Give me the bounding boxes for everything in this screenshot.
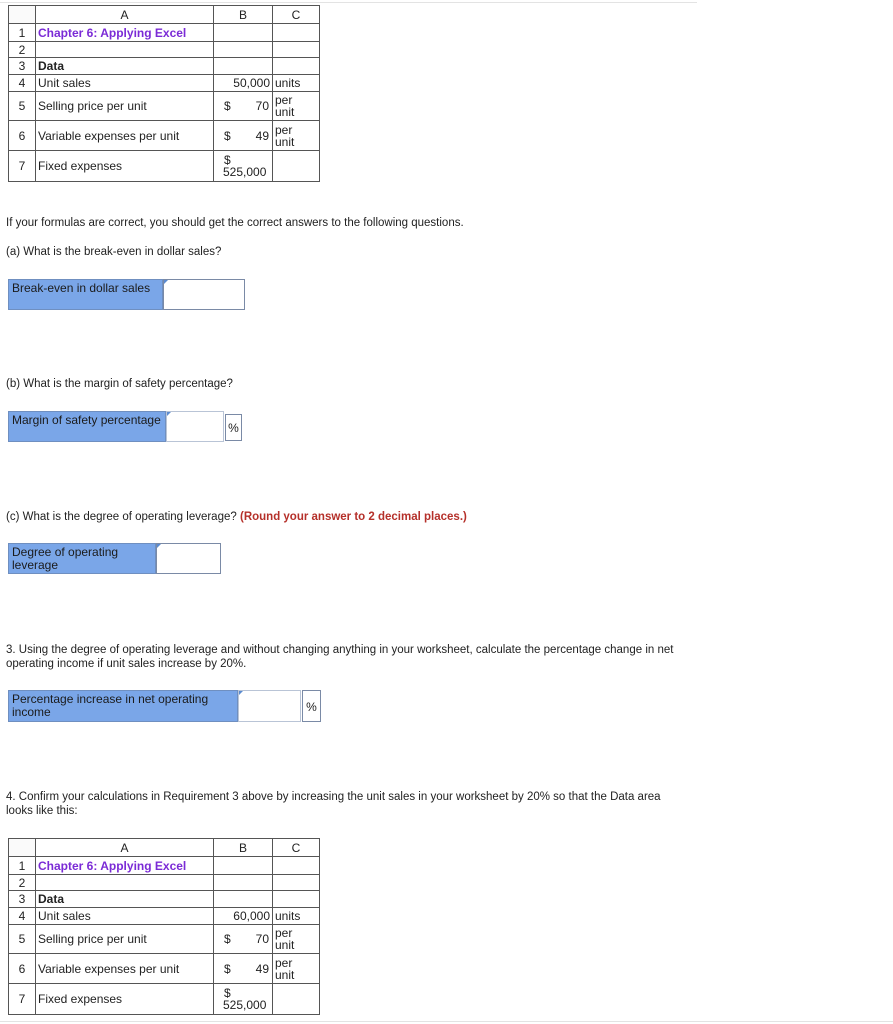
unit-line-1: per: [275, 955, 293, 970]
cell-b3: [214, 891, 273, 908]
question-b: (b) What is the margin of safety percentage?: [6, 378, 233, 390]
question-4: 4. Confirm your calculations in Requirement 3 above by increasing the unit sales in your worksheet by 20% so that the Data area looks like this:: [6, 791, 661, 817]
bottom-divider: [0, 1021, 893, 1022]
row-header-5: 5: [9, 925, 36, 954]
operating-leverage-input[interactable]: [156, 543, 221, 574]
currency-symbol: $: [224, 128, 231, 143]
percent-suffix: %: [302, 690, 321, 722]
question-a: (a) What is the break-even in dollar sales?: [6, 246, 222, 258]
unit-sales-value: 60,000: [214, 908, 273, 925]
column-header-a: A: [36, 6, 214, 24]
unit-line-1: per: [275, 926, 293, 940]
row-header-6: 6: [9, 121, 36, 151]
cell-c7: [273, 984, 320, 1015]
currency-symbol: $: [224, 986, 231, 1000]
fixed-expenses-value: 525,000: [223, 998, 267, 1012]
input-marker-icon: [157, 544, 161, 548]
unit-sales-unit: units: [273, 908, 320, 925]
operating-leverage-label: Degree of operating leverage: [8, 543, 156, 574]
currency-symbol: $: [224, 932, 231, 946]
row-header-1: 1: [9, 24, 36, 42]
column-header-c: C: [273, 6, 320, 24]
input-marker-icon: [164, 280, 168, 284]
selling-price-value: 70: [255, 99, 269, 113]
cell-c7: [273, 151, 320, 182]
sheet-corner: [9, 839, 36, 857]
variable-expenses-label: Variable expenses per unit: [36, 954, 214, 984]
cell-a2: [36, 42, 214, 58]
column-header-c: C: [273, 839, 320, 857]
net-operating-income-label: Percentage increase in net operating income: [8, 690, 238, 722]
fixed-expenses-label: Fixed expenses: [36, 984, 214, 1015]
selling-price-value: 70: [255, 932, 269, 946]
selling-price-label: Selling price per unit: [36, 92, 214, 121]
variable-expenses-value: 49: [255, 128, 269, 143]
unit-line-2: unit: [275, 134, 295, 149]
row-header-3: 3: [9, 58, 36, 75]
currency-symbol: $: [224, 99, 231, 113]
cell-c1: [273, 24, 320, 42]
unit-line-2: unit: [275, 938, 295, 952]
cell-c3: [273, 891, 320, 908]
margin-of-safety-input[interactable]: [166, 411, 224, 442]
cell-b3: [214, 58, 273, 75]
variable-expenses-cell: [214, 954, 273, 984]
unit-sales-unit: units: [273, 75, 320, 92]
row-header-1: 1: [9, 857, 36, 875]
fixed-expenses-value: 525,000: [223, 165, 267, 179]
row-header-3: 3: [9, 891, 36, 908]
unit-line-2: unit: [275, 967, 295, 982]
row-header-5: 5: [9, 92, 36, 121]
row-header-4: 4: [9, 908, 36, 925]
row-header-4: 4: [9, 75, 36, 92]
rounding-note: (Round your answer to 2 decimal places.): [239, 511, 467, 523]
unit-sales-label: Unit sales: [36, 908, 214, 925]
input-marker-icon: [167, 412, 171, 416]
sheet-corner: [9, 6, 36, 24]
column-header-a: A: [36, 839, 214, 857]
selling-price-unit: [273, 925, 320, 954]
currency-symbol: $: [224, 961, 231, 976]
cell-b1: [214, 24, 273, 42]
row-header-7: 7: [9, 151, 36, 182]
variable-expenses-unit: [273, 121, 320, 151]
variable-expenses-value: 49: [255, 961, 269, 976]
column-header-b: B: [214, 839, 273, 857]
cell-b1: [214, 857, 273, 875]
net-operating-income-input[interactable]: [238, 690, 301, 722]
fixed-expenses-cell: [214, 984, 273, 1015]
unit-sales-value: 50,000: [214, 75, 273, 92]
question-c-text: (c) What is the degree of operating leverage?: [6, 511, 237, 523]
cell-b2: [214, 875, 273, 891]
selling-price-label: Selling price per unit: [36, 925, 214, 954]
intro-text: If your formulas are correct, you should get the correct answers to the following questions.: [6, 217, 464, 229]
cell-a2: [36, 875, 214, 891]
unit-sales-label: Unit sales: [36, 75, 214, 92]
cell-c3: [273, 58, 320, 75]
data-heading: Data: [36, 58, 214, 75]
unit-line-1: per: [275, 122, 293, 137]
cell-b2: [214, 42, 273, 58]
margin-of-safety-label: Margin of safety percentage: [8, 411, 166, 442]
selling-price-cell: [214, 92, 273, 121]
question-c: [6, 510, 467, 524]
spreadsheet-data-area: [8, 5, 320, 182]
break-even-input[interactable]: [163, 279, 245, 310]
spreadsheet-data-area-updated: [8, 838, 320, 1015]
question-3: 3. Using the degree of operating leverage and without changing anything in your worksheet, calculate the percentage change in net operating income if unit sales increase by 20%.: [6, 644, 674, 670]
data-heading: Data: [36, 891, 214, 908]
variable-expenses-cell: [214, 121, 273, 151]
unit-line-2: unit: [275, 105, 295, 119]
unit-line-1: per: [275, 93, 293, 107]
fixed-expenses-cell: [214, 151, 273, 182]
column-header-b: B: [214, 6, 273, 24]
cell-c2: [273, 875, 320, 891]
currency-symbol: $: [224, 153, 231, 167]
percent-suffix: %: [225, 414, 242, 441]
row-header-2: 2: [9, 875, 36, 891]
input-marker-icon: [239, 691, 243, 695]
top-divider: [0, 2, 697, 3]
row-header-2: 2: [9, 42, 36, 58]
selling-price-unit: [273, 92, 320, 121]
cell-c1: [273, 857, 320, 875]
fixed-expenses-label: Fixed expenses: [36, 151, 214, 182]
sheet-title: Chapter 6: Applying Excel: [36, 857, 214, 875]
row-header-6: 6: [9, 954, 36, 984]
cell-c2: [273, 42, 320, 58]
variable-expenses-unit: [273, 954, 320, 984]
selling-price-cell: [214, 925, 273, 954]
break-even-label: Break-even in dollar sales: [8, 279, 163, 310]
row-header-7: 7: [9, 984, 36, 1015]
sheet-title: Chapter 6: Applying Excel: [36, 24, 214, 42]
variable-expenses-label: Variable expenses per unit: [36, 121, 214, 151]
